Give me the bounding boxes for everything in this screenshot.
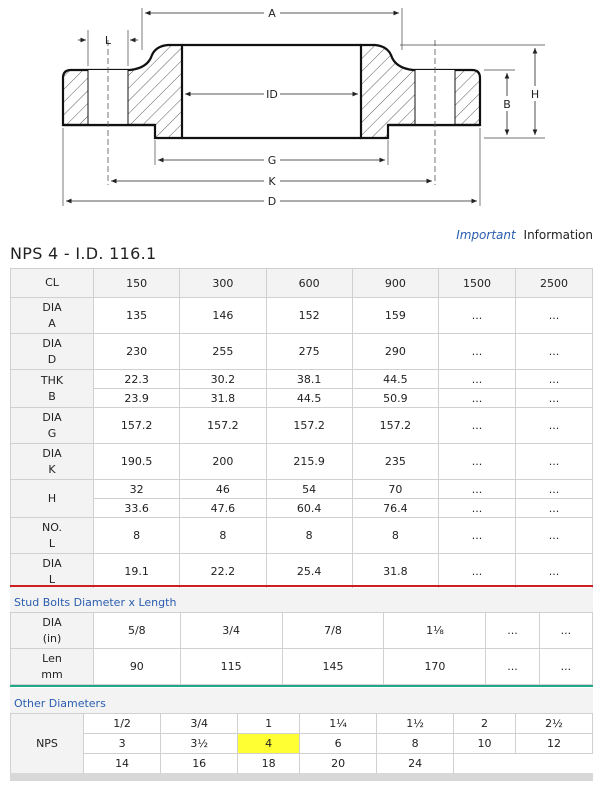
table-cell: 3/4 <box>180 613 282 649</box>
table-row <box>11 734 593 754</box>
class-header: 150 <box>94 269 180 298</box>
dim-id-label: ID <box>266 88 278 101</box>
table-cell: 44.5 <box>266 389 352 408</box>
nps-size-link[interactable]: 12 <box>515 734 592 754</box>
row-label-line: mm <box>41 667 63 681</box>
table-cell: ... <box>439 370 516 389</box>
table-cell: ... <box>515 298 592 334</box>
table-cell: 255 <box>180 334 266 370</box>
other-diameters-title: Other Diameters <box>14 697 106 710</box>
table-cell: ... <box>486 613 539 649</box>
table-cell: 44.5 <box>352 370 438 389</box>
table-cell: 19.1 <box>94 554 180 590</box>
dim-a-label: A <box>268 7 276 20</box>
important-link[interactable]: Important <box>456 228 516 242</box>
nps-size-link[interactable]: 20 <box>300 754 377 774</box>
row-label-line: DIA <box>42 446 62 460</box>
class-header: 900 <box>352 269 438 298</box>
table-cell: ... <box>515 444 592 480</box>
table-cell: ... <box>515 408 592 444</box>
row-label-line: DIA <box>42 410 62 424</box>
table-cell: ... <box>439 480 516 499</box>
nps-size-link[interactable]: 8 <box>377 734 454 754</box>
row-label-line: B <box>48 389 56 403</box>
row-label <box>11 518 94 554</box>
table-cell: 22.2 <box>180 554 266 590</box>
table-cell: 33.6 <box>94 499 180 518</box>
table-row <box>11 613 593 649</box>
nps-size-selected[interactable]: 4 <box>238 734 300 754</box>
section-divider-red <box>10 585 593 587</box>
row-label-line: DIA <box>42 300 62 314</box>
section-divider-green <box>10 685 593 687</box>
header-label: CL <box>11 269 94 298</box>
row-label-line: NO. <box>42 520 62 534</box>
row-label-line: H <box>47 491 57 505</box>
row-label-line: G <box>47 426 57 440</box>
table-cell: 7/8 <box>282 613 384 649</box>
table-row <box>11 408 593 444</box>
table-cell: 215.9 <box>266 444 352 480</box>
dim-d-label: D <box>267 195 277 208</box>
table-cell: 235 <box>352 444 438 480</box>
table-cell: ... <box>486 649 539 685</box>
class-header: 600 <box>266 269 352 298</box>
table-cell: ... <box>515 389 592 408</box>
class-header: 1500 <box>439 269 516 298</box>
row-label-line: D <box>47 352 57 366</box>
table-row <box>11 298 593 334</box>
row-label-line: DIA <box>42 556 62 570</box>
row-label-line: (in) <box>42 631 62 645</box>
nps-size-link[interactable]: 18 <box>238 754 300 774</box>
nps-size-link[interactable]: 1/2 <box>84 714 161 734</box>
info-line <box>456 228 593 242</box>
table-row <box>11 334 593 370</box>
row-label-line: A <box>48 316 56 330</box>
table-cell: ... <box>515 518 592 554</box>
table-cell: 146 <box>180 298 266 334</box>
table-cell: 145 <box>282 649 384 685</box>
table-cell: 22.3 <box>94 370 180 389</box>
footer-band <box>10 773 593 781</box>
table-row <box>11 444 593 480</box>
table-cell: ... <box>539 649 592 685</box>
table-row <box>11 480 593 499</box>
table-row <box>11 370 593 389</box>
table-cell: 230 <box>94 334 180 370</box>
dim-k-label: K <box>268 175 276 188</box>
table-cell: ... <box>515 334 592 370</box>
table-cell: 275 <box>266 334 352 370</box>
nps-size-link[interactable]: 1½ <box>377 714 454 734</box>
nps-size-link[interactable]: 2½ <box>515 714 592 734</box>
table-cell: 152 <box>266 298 352 334</box>
table-cell: 23.9 <box>94 389 180 408</box>
table-cell: 31.8 <box>180 389 266 408</box>
stud-bolts-table <box>10 612 593 685</box>
flange-drawing <box>0 0 603 220</box>
row-label <box>11 613 94 649</box>
row-label <box>11 480 94 518</box>
table-cell: 115 <box>180 649 282 685</box>
row-label <box>11 334 94 370</box>
table-row <box>11 754 593 774</box>
table-cell: 190.5 <box>94 444 180 480</box>
table-row <box>11 518 593 554</box>
table-cell: ... <box>439 499 516 518</box>
nps-size-link[interactable]: 24 <box>377 754 454 774</box>
empty-cell <box>454 754 516 774</box>
table-row <box>11 389 593 408</box>
table-cell: 38.1 <box>266 370 352 389</box>
table-cell: 135 <box>94 298 180 334</box>
nps-size-link[interactable]: 6 <box>300 734 377 754</box>
dim-l-label: L <box>104 34 112 47</box>
table-cell: 8 <box>352 518 438 554</box>
nps-size-link[interactable]: 10 <box>454 734 516 754</box>
table-cell: 157.2 <box>352 408 438 444</box>
row-label-line: DIA <box>42 615 62 629</box>
table-cell: ... <box>515 370 592 389</box>
table-cell: 32 <box>94 480 180 499</box>
table-cell: 60.4 <box>266 499 352 518</box>
row-label <box>11 408 94 444</box>
table-cell: ... <box>439 408 516 444</box>
table-cell: 54 <box>266 480 352 499</box>
information-label: Information <box>523 228 593 242</box>
nps-size-link[interactable]: 16 <box>161 754 238 774</box>
table-cell: 8 <box>94 518 180 554</box>
row-label-line: DIA <box>42 336 62 350</box>
dim-b-label: B <box>503 98 511 111</box>
nps-size-link[interactable]: 1¼ <box>300 714 377 734</box>
row-label-line: Len <box>42 651 62 665</box>
table-cell: 8 <box>266 518 352 554</box>
dimensions-table <box>10 268 593 590</box>
stud-bolts-title: Stud Bolts Diameter x Length <box>14 596 177 609</box>
table-cell: 90 <box>94 649 181 685</box>
table-cell: ... <box>439 444 516 480</box>
table-cell: ... <box>515 554 592 590</box>
row-label-line: L <box>48 572 56 586</box>
table-cell: ... <box>439 389 516 408</box>
table-cell: ... <box>439 554 516 590</box>
table-cell: 70 <box>352 480 438 499</box>
dim-h-label: H <box>530 88 540 101</box>
nps-label: NPS <box>11 714 84 774</box>
table-cell: ... <box>439 518 516 554</box>
table-cell: 47.6 <box>180 499 266 518</box>
table-row <box>11 499 593 518</box>
table-cell: ... <box>439 298 516 334</box>
table-cell: 8 <box>180 518 266 554</box>
nps-size-link[interactable]: 1 <box>238 714 300 734</box>
table-cell: 25.4 <box>266 554 352 590</box>
empty-cell <box>515 754 592 774</box>
other-diameters-table <box>10 713 593 774</box>
nps-size-link[interactable]: 3 <box>84 734 161 754</box>
table-row <box>11 649 593 685</box>
table-cell: 46 <box>180 480 266 499</box>
table-cell: 159 <box>352 298 438 334</box>
row-label-line: K <box>48 462 56 476</box>
row-label <box>11 649 94 685</box>
nps-size-link[interactable]: 2 <box>454 714 516 734</box>
class-header: 2500 <box>515 269 592 298</box>
table-row <box>11 714 593 734</box>
table-cell: 1⅛ <box>384 613 486 649</box>
table-cell: 200 <box>180 444 266 480</box>
nps-size-link[interactable]: 3/4 <box>161 714 238 734</box>
table-header-row <box>11 269 593 298</box>
row-label-line: L <box>48 536 56 550</box>
class-header: 300 <box>180 269 266 298</box>
table-cell: ... <box>439 334 516 370</box>
table-cell: 157.2 <box>266 408 352 444</box>
nps-size-link[interactable]: 14 <box>84 754 161 774</box>
row-label <box>11 298 94 334</box>
row-label-line: THK <box>40 373 64 387</box>
nps-size-link[interactable]: 3½ <box>161 734 238 754</box>
table-cell: 76.4 <box>352 499 438 518</box>
table-cell: ... <box>515 480 592 499</box>
table-cell: 31.8 <box>352 554 438 590</box>
table-cell: 157.2 <box>94 408 180 444</box>
page-title: NPS 4 - I.D. 116.1 <box>10 244 157 263</box>
dim-g-label: G <box>267 154 277 167</box>
table-cell: ... <box>539 613 592 649</box>
table-cell: 5/8 <box>94 613 181 649</box>
row-label <box>11 444 94 480</box>
table-cell: 170 <box>384 649 486 685</box>
table-cell: ... <box>515 499 592 518</box>
table-cell: 157.2 <box>180 408 266 444</box>
table-cell: 50.9 <box>352 389 438 408</box>
table-cell: 290 <box>352 334 438 370</box>
row-label <box>11 370 94 408</box>
table-cell: 30.2 <box>180 370 266 389</box>
